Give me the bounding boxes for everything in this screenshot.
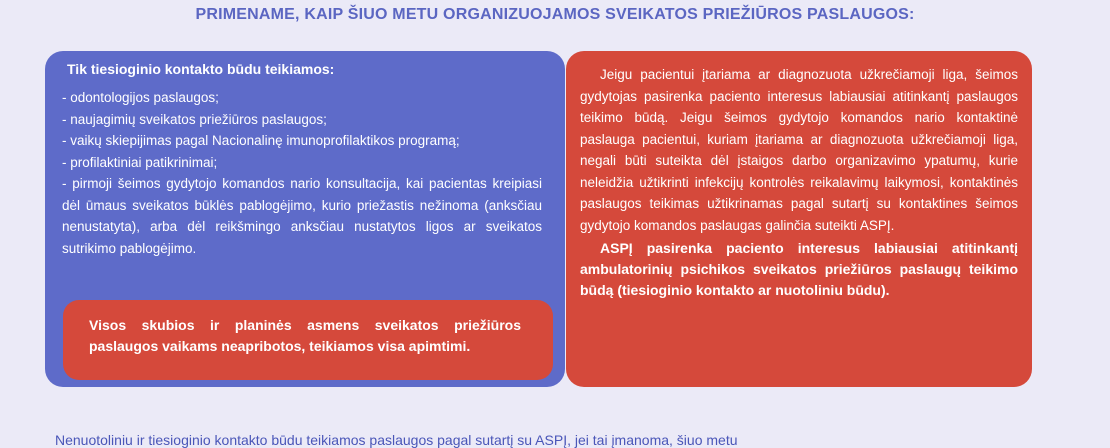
mental-health-paragraph: ASPĮ pasirenka paciento interesus labiausiai atitinkantį ambulatorinių psichikos sveikatos priežiūros paslaugų teikimo būdą (tiesioginio kontakto ar nuotoliniu būdu). <box>580 240 1018 298</box>
children-services-note-text: Visos skubios ir planinės asmens sveikatos priežiūros paslaugos vaikams neapribotos, teikiamos visa apimtimi. <box>89 317 521 354</box>
infectious-disease-paragraph: Jeigu pacientui įtariama ar diagnozuota užkrečiamoji liga, šeimos gydytojas pasirenka paciento interesus labiausiai atitinkantį paslaugos teikimo būdą. Jeigu šeimos gydytojo komandos nario kontaktinė paslauga pacientui, kuriam įtariama ar diagnozuota užkrečiamoji liga, negali būti suteikta dėl įstaigos darbo organizavimo ypatumų, kurie neleidžia užtikrinti infekcijų kontrolės reikalavimų laikymosi, kontaktinės paslaugos teikimas užtikrinamas pagal sutartį su kontaktines šeimos gydytojo komandos paslaugas galinčia suteikti ASPĮ. <box>580 67 1018 233</box>
footer-text: Nenuotoliniu ir tiesioginio kontakto būdu teikiamos paslaugos pagal sutartį su ASPĮ, jei tai įmanoma, šiuo metu <box>55 432 738 448</box>
page-title: PRIMENAME, KAIP ŠIUO METU ORGANIZUOJAMOS SVEIKATOS PRIEŽIŪROS PASLAUGOS: <box>195 6 915 23</box>
list-item: - odontologijos paslaugos; <box>62 90 219 105</box>
direct-contact-list <box>62 87 542 259</box>
infectious-disease-text <box>580 64 1018 301</box>
infectious-disease-card <box>566 51 1032 387</box>
children-services-note <box>63 300 553 380</box>
list-item: - pirmoji šeimos gydytojo komandos nario konsultacija, kai pacientas kreipiasi dėl ūmaus sveikatos būklės pablogėjimo, kurio priežastis nežinoma (anksčiau nenustatyta), arba dėl reikšmingo anksčiau nustatytos ligos ar sveikatos sutrikimo pablogėjimo. <box>62 176 542 256</box>
direct-contact-card <box>45 51 565 387</box>
list-item: - naujagimių sveikatos priežiūros paslaugos; <box>62 111 327 127</box>
list-item: - profilaktiniai patikrinimai; <box>62 154 218 170</box>
direct-contact-heading: Tik tiesioginio kontakto būdu teikiamos: <box>67 61 335 77</box>
list-item: - vaikų skiepijimas pagal Nacionalinę imunoprofilaktikos programą; <box>62 133 460 148</box>
